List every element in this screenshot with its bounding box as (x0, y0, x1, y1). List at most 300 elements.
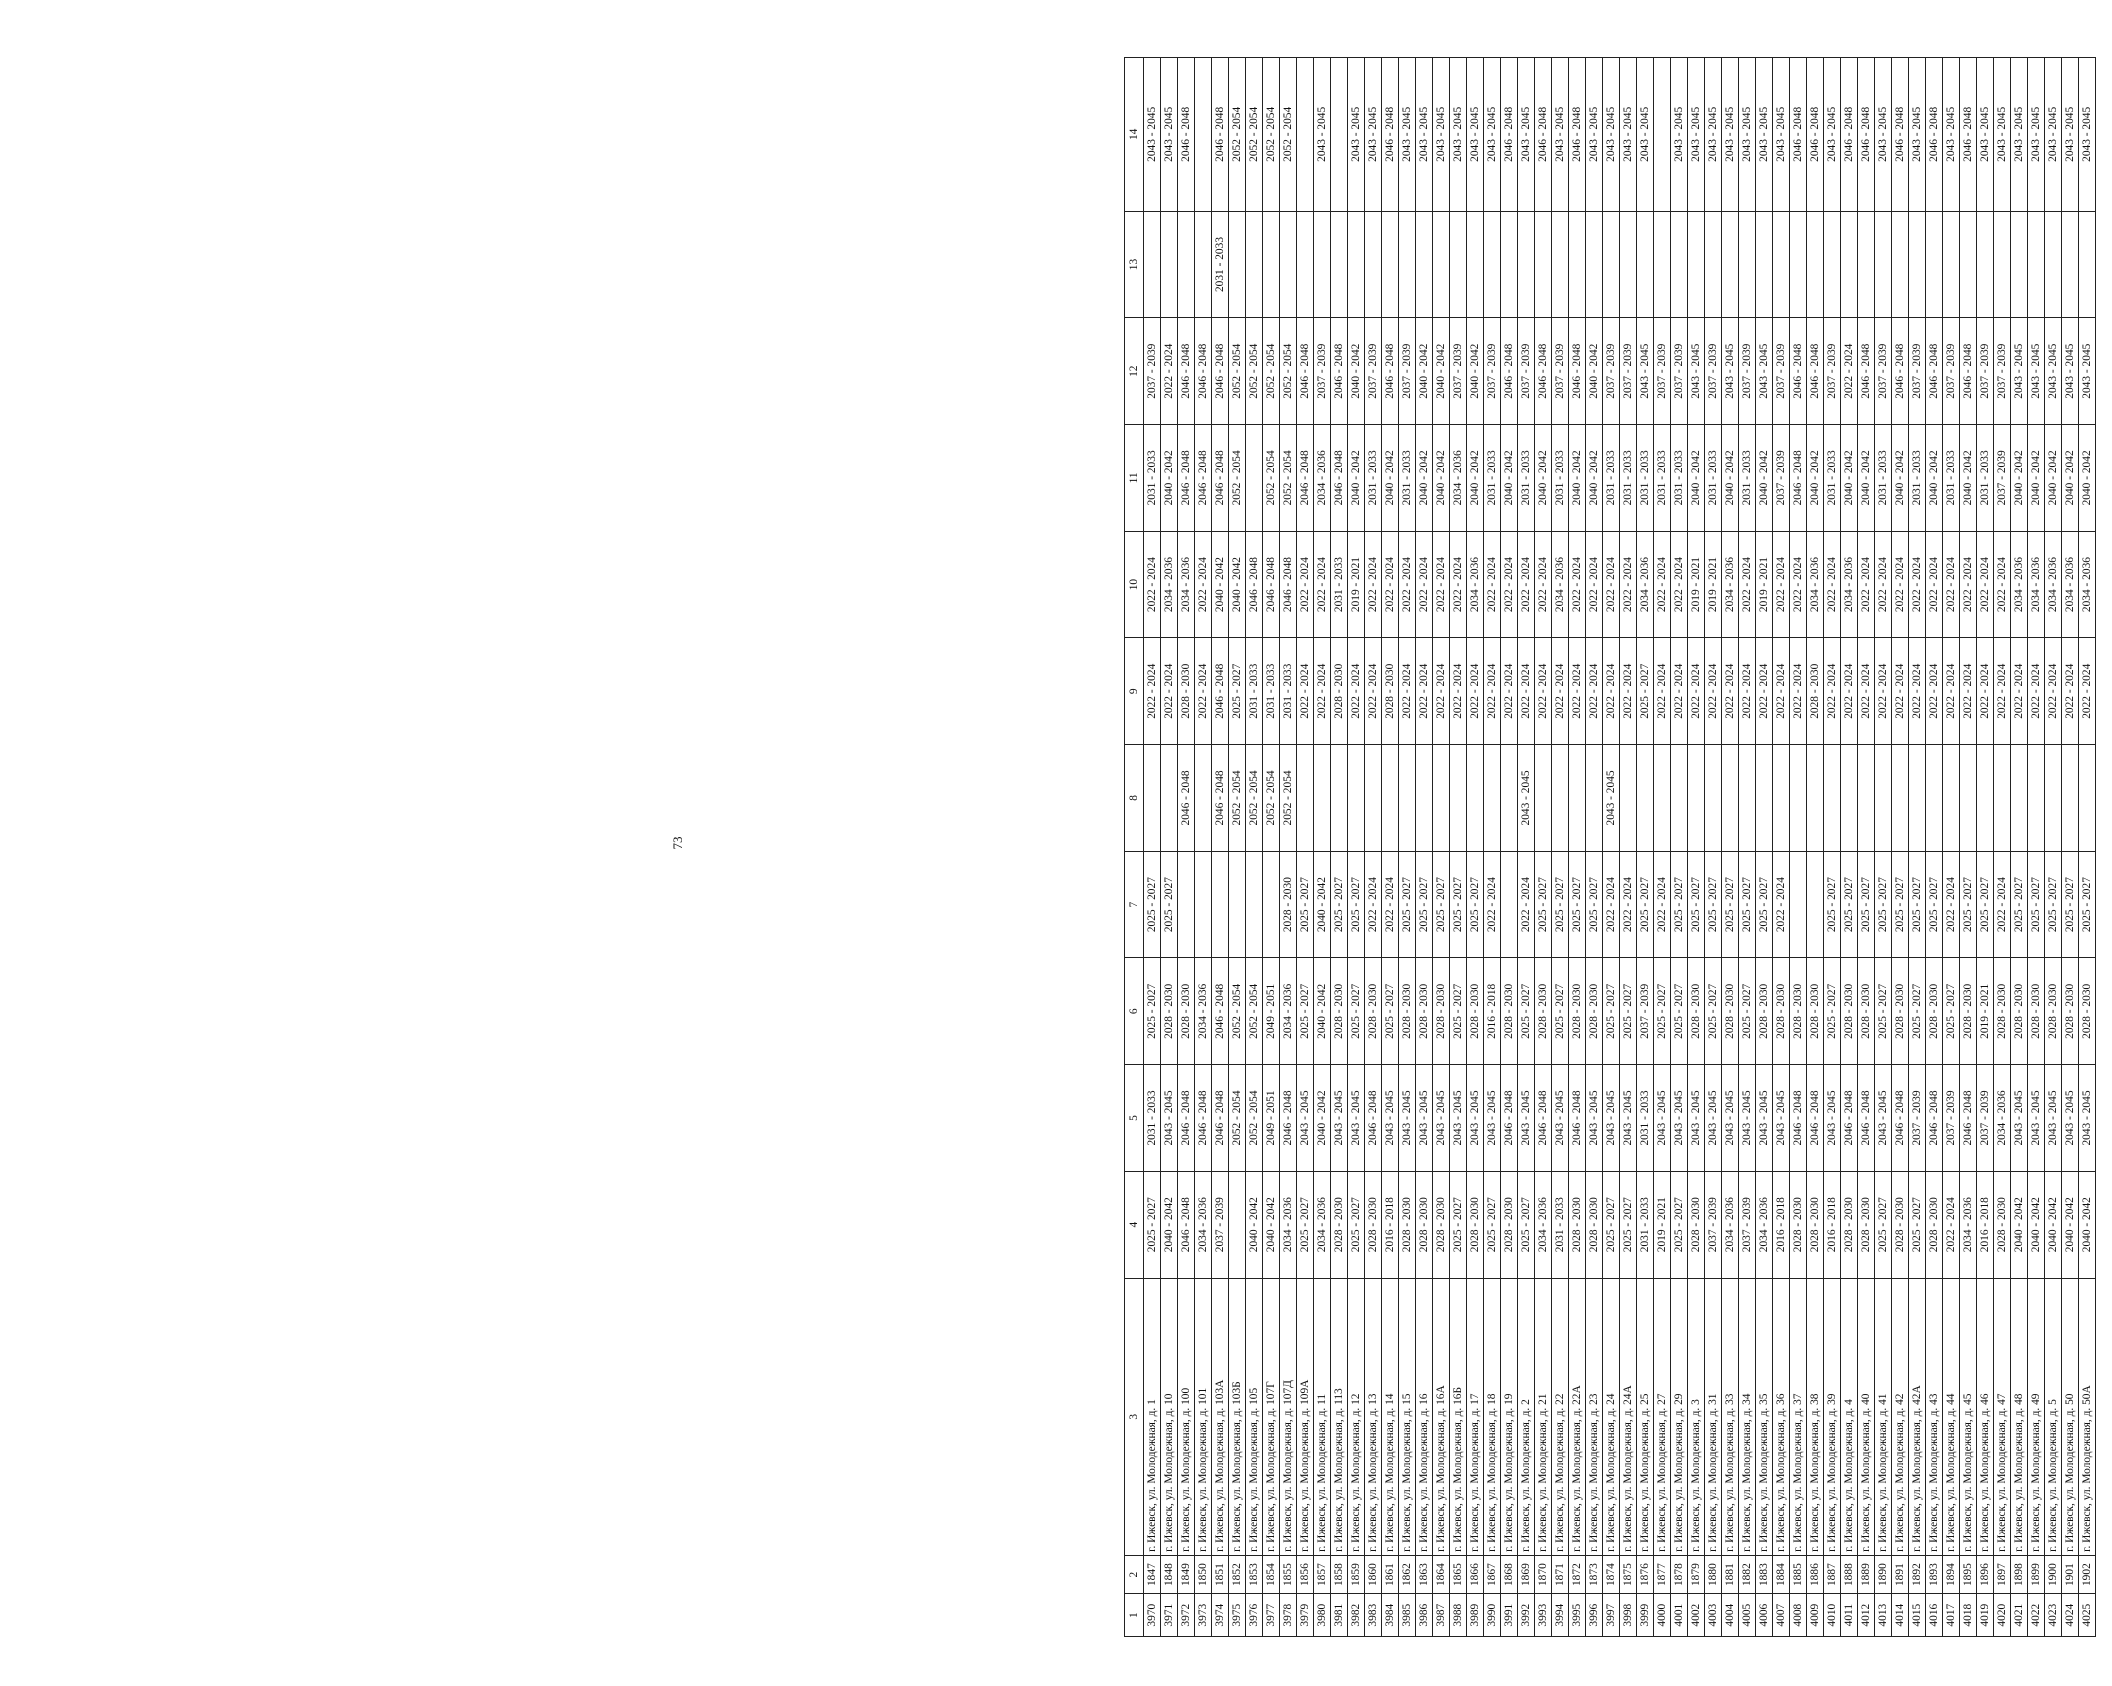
index-cell: 4018 (1960, 1594, 1977, 1637)
period-cell: 2043 - 2045 (1450, 1065, 1467, 1172)
index-cell: 1886 (1807, 1555, 1824, 1593)
period-cell: 2025 - 2027 (1297, 851, 1314, 958)
period-cell: 2025 - 2027 (1535, 851, 1552, 958)
period-cell: 2034 - 2036 (1994, 1065, 2011, 1172)
period-cell (1569, 745, 1586, 852)
period-cell: 2046 - 2048 (1212, 745, 1229, 852)
period-cell: 2025 - 2027 (1926, 851, 1943, 958)
period-cell: 2037 - 2039 (1994, 425, 2011, 532)
address-cell: г. Ижевск, ул. Молодежная, д. 15 (1399, 1278, 1416, 1555)
period-cell: 2022 - 2024 (1433, 638, 1450, 745)
period-cell: 2022 - 2024 (1926, 531, 1943, 638)
period-cell (1229, 1171, 1246, 1278)
period-cell: 2043 - 2045 (1688, 58, 1705, 212)
index-cell: 4016 (1926, 1594, 1943, 1637)
period-cell: 2052 - 2054 (1280, 58, 1297, 212)
period-cell: 2025 - 2027 (1858, 851, 1875, 958)
period-cell (2028, 211, 2045, 318)
period-cell (1943, 211, 1960, 318)
period-cell: 2046 - 2048 (1195, 318, 1212, 425)
index-cell: 1849 (1178, 1555, 1195, 1593)
period-cell: 2022 - 2024 (1365, 851, 1382, 958)
index-cell: 1881 (1722, 1555, 1739, 1593)
period-cell: 2037 - 2039 (1977, 1065, 1994, 1172)
period-cell: 2043 - 2045 (1297, 1065, 1314, 1172)
period-cell: 2043 - 2045 (1637, 58, 1654, 212)
column-header-8: 8 (1125, 745, 1144, 852)
period-cell: 2019 - 2021 (1756, 531, 1773, 638)
period-cell: 2025 - 2027 (1739, 958, 1756, 1065)
period-cell: 2022 - 2024 (1603, 531, 1620, 638)
table-row (2079, 58, 2096, 1637)
period-cell: 2034 - 2036 (1807, 531, 1824, 638)
period-cell: 2028 - 2030 (1382, 638, 1399, 745)
period-cell: 2028 - 2030 (1161, 958, 1178, 1065)
period-cell: 2046 - 2048 (1535, 318, 1552, 425)
address-cell: г. Ижевск, ул. Молодежная, д. 42А (1909, 1278, 1926, 1555)
period-cell: 2040 - 2042 (1807, 425, 1824, 532)
period-cell: 2043 - 2045 (1943, 58, 1960, 212)
period-cell: 2046 - 2048 (1926, 1065, 1943, 1172)
index-cell: 4002 (1688, 1594, 1705, 1637)
period-cell: 2043 - 2045 (1586, 58, 1603, 212)
table-row (1977, 58, 1994, 1637)
period-cell: 2034 - 2036 (1280, 958, 1297, 1065)
index-cell: 1890 (1875, 1555, 1892, 1593)
period-cell: 2028 - 2030 (2045, 958, 2062, 1065)
index-cell: 1894 (1943, 1555, 1960, 1593)
period-cell: 2025 - 2027 (1620, 958, 1637, 1065)
period-cell (2028, 745, 2045, 852)
index-cell: 4001 (1671, 1594, 1688, 1637)
table-row (1824, 58, 1841, 1637)
period-cell: 2043 - 2045 (1399, 58, 1416, 212)
period-cell: 2022 - 2024 (1994, 638, 2011, 745)
period-cell: 2052 - 2054 (1246, 745, 1263, 852)
period-cell: 2040 - 2042 (1433, 425, 1450, 532)
table-row (1433, 58, 1450, 1637)
period-cell: 2025 - 2027 (1552, 851, 1569, 958)
table-row (1552, 58, 1569, 1637)
address-cell: г. Ижевск, ул. Молодежная, д. 48 (2011, 1278, 2028, 1555)
period-cell: 2046 - 2048 (1212, 58, 1229, 212)
period-cell: 2019 - 2021 (1705, 531, 1722, 638)
period-cell: 2031 - 2033 (1637, 1065, 1654, 1172)
table-row (1841, 58, 1858, 1637)
period-cell (1399, 745, 1416, 852)
period-cell: 2040 - 2042 (2011, 1171, 2028, 1278)
period-cell: 2043 - 2045 (1348, 1065, 1365, 1172)
period-cell (1433, 745, 1450, 852)
period-cell: 2031 - 2033 (1977, 425, 1994, 532)
period-cell: 2025 - 2027 (1467, 851, 1484, 958)
period-cell: 2040 - 2042 (2079, 425, 2096, 532)
period-cell: 2028 - 2030 (1841, 958, 1858, 1065)
period-cell (1977, 211, 1994, 318)
period-cell: 2022 - 2024 (1586, 531, 1603, 638)
index-cell: 4023 (2045, 1594, 2062, 1637)
period-cell: 2034 - 2036 (2028, 531, 2045, 638)
period-cell: 2040 - 2042 (2045, 425, 2062, 532)
period-cell: 2022 - 2024 (2062, 638, 2079, 745)
index-cell: 3994 (1552, 1594, 1569, 1637)
period-cell: 2025 - 2027 (1518, 958, 1535, 1065)
index-cell: 1866 (1467, 1555, 1484, 1593)
period-cell: 2052 - 2054 (1246, 1065, 1263, 1172)
period-cell: 2043 - 2045 (1586, 1065, 1603, 1172)
period-cell: 2043 - 2045 (1722, 318, 1739, 425)
period-cell: 2022 - 2024 (1365, 638, 1382, 745)
period-cell: 2031 - 2033 (1552, 1171, 1569, 1278)
address-cell: г. Ижевск, ул. Молодежная, д. 19 (1501, 1278, 1518, 1555)
period-cell (1552, 211, 1569, 318)
table-row (1348, 58, 1365, 1637)
period-cell: 2022 - 2024 (1365, 531, 1382, 638)
period-cell: 2040 - 2042 (1314, 958, 1331, 1065)
index-cell: 1852 (1229, 1555, 1246, 1593)
period-cell: 2025 - 2027 (1603, 958, 1620, 1065)
address-cell: г. Ижевск, ул. Молодежная, д. 113 (1331, 1278, 1348, 1555)
column-header-4: 4 (1125, 1171, 1144, 1278)
period-cell: 2022 - 2024 (1569, 531, 1586, 638)
period-cell: 2028 - 2030 (1399, 1171, 1416, 1278)
period-cell: 2052 - 2054 (1246, 58, 1263, 212)
table-row (1722, 58, 1739, 1637)
period-cell: 2028 - 2030 (1280, 851, 1297, 958)
table-row (1501, 58, 1518, 1637)
column-header-5: 5 (1125, 1065, 1144, 1172)
period-cell: 2043 - 2045 (1705, 58, 1722, 212)
period-cell: 2037 - 2039 (1654, 318, 1671, 425)
index-cell: 1861 (1382, 1555, 1399, 1593)
period-cell: 2040 - 2042 (1841, 425, 1858, 532)
period-cell: 2040 - 2042 (2011, 425, 2028, 532)
period-cell (1841, 745, 1858, 852)
period-cell: 2028 - 2030 (1365, 1171, 1382, 1278)
period-cell: 2025 - 2027 (1297, 1171, 1314, 1278)
period-cell: 2052 - 2054 (1229, 58, 1246, 212)
period-cell: 2028 - 2030 (1892, 1171, 1909, 1278)
period-cell: 2037 - 2039 (1637, 958, 1654, 1065)
address-cell: г. Ижевск, ул. Молодежная, д. 17 (1467, 1278, 1484, 1555)
address-cell: г. Ижевск, ул. Молодежная, д. 39 (1824, 1278, 1841, 1555)
index-cell: 3983 (1365, 1594, 1382, 1637)
period-cell: 2022 - 2024 (1348, 638, 1365, 745)
period-cell: 2034 - 2036 (1960, 1171, 1977, 1278)
period-cell: 2052 - 2054 (1280, 425, 1297, 532)
period-cell: 2022 - 2024 (1535, 638, 1552, 745)
table-body (1144, 58, 2096, 1637)
period-cell: 2046 - 2048 (1858, 1065, 1875, 1172)
index-cell: 4003 (1705, 1594, 1722, 1637)
period-cell: 2043 - 2045 (1739, 58, 1756, 212)
period-cell: 2046 - 2048 (1178, 425, 1195, 532)
period-cell: 2043 - 2045 (1161, 58, 1178, 212)
period-cell: 2046 - 2048 (1569, 1065, 1586, 1172)
period-cell: 2046 - 2048 (1382, 318, 1399, 425)
index-cell: 3998 (1620, 1594, 1637, 1637)
period-cell: 2022 - 2024 (1195, 638, 1212, 745)
period-cell: 2022 - 2024 (1943, 531, 1960, 638)
period-cell: 2040 - 2042 (2062, 1171, 2079, 1278)
period-cell (1263, 211, 1280, 318)
period-cell: 2043 - 2045 (2028, 58, 2045, 212)
period-cell (1739, 211, 1756, 318)
period-cell (1144, 211, 1161, 318)
period-cell: 2025 - 2027 (1671, 958, 1688, 1065)
period-cell: 2025 - 2027 (2011, 851, 2028, 958)
index-cell: 4013 (1875, 1594, 1892, 1637)
period-cell: 2022 - 2024 (1943, 851, 1960, 958)
address-cell: г. Ижевск, ул. Молодежная, д. 38 (1807, 1278, 1824, 1555)
index-cell: 1850 (1195, 1555, 1212, 1593)
period-cell (1178, 211, 1195, 318)
period-cell: 2043 - 2045 (1450, 58, 1467, 212)
period-cell: 2031 - 2033 (1620, 425, 1637, 532)
period-cell: 2037 - 2039 (1909, 318, 1926, 425)
period-cell: 2037 - 2039 (1909, 1065, 1926, 1172)
period-cell: 2016 - 2018 (1824, 1171, 1841, 1278)
period-cell (1195, 58, 1212, 212)
period-cell (1620, 745, 1637, 852)
period-cell: 2046 - 2048 (1297, 425, 1314, 532)
period-cell (1212, 851, 1229, 958)
period-cell: 2031 - 2033 (1909, 425, 1926, 532)
table-row (1450, 58, 1467, 1637)
period-cell: 2022 - 2024 (1841, 318, 1858, 425)
period-cell (1807, 851, 1824, 958)
period-cell: 2040 - 2042 (1569, 425, 1586, 532)
index-cell: 1871 (1552, 1555, 1569, 1593)
period-cell: 2043 - 2045 (1994, 58, 2011, 212)
period-cell: 2046 - 2048 (1790, 58, 1807, 212)
period-cell: 2043 - 2045 (1603, 58, 1620, 212)
period-cell: 2028 - 2030 (1722, 958, 1739, 1065)
table-row (1467, 58, 1484, 1637)
period-cell (1824, 211, 1841, 318)
address-cell: г. Ижевск, ул. Молодежная, д. 29 (1671, 1278, 1688, 1555)
index-cell: 1847 (1144, 1555, 1161, 1593)
period-cell (1382, 745, 1399, 852)
period-cell: 2022 - 2024 (1314, 531, 1331, 638)
period-cell: 2025 - 2027 (1892, 851, 1909, 958)
table-row (1671, 58, 1688, 1637)
index-cell: 3997 (1603, 1594, 1620, 1637)
period-cell: 2031 - 2033 (1637, 1171, 1654, 1278)
index-cell: 1870 (1535, 1555, 1552, 1593)
period-cell: 2037 - 2039 (1977, 318, 1994, 425)
index-cell: 3971 (1161, 1594, 1178, 1637)
period-cell: 2025 - 2027 (1433, 851, 1450, 958)
period-cell (1365, 745, 1382, 852)
index-cell: 3995 (1569, 1594, 1586, 1637)
index-cell: 1885 (1790, 1555, 1807, 1593)
table-row (1314, 58, 1331, 1637)
period-cell: 2031 - 2033 (1739, 425, 1756, 532)
period-cell (1399, 211, 1416, 318)
period-cell: 2028 - 2030 (2062, 958, 2079, 1065)
period-cell: 2043 - 2045 (2062, 1065, 2079, 1172)
period-cell: 2040 - 2042 (1263, 1171, 1280, 1278)
period-cell: 2046 - 2048 (1195, 1065, 1212, 1172)
period-cell: 2022 - 2024 (1314, 638, 1331, 745)
period-cell: 2043 - 2045 (1365, 58, 1382, 212)
period-cell: 2022 - 2024 (1909, 638, 1926, 745)
period-cell: 2046 - 2048 (1892, 1065, 1909, 1172)
period-cell: 2022 - 2024 (1603, 851, 1620, 958)
period-cell: 2037 - 2039 (1518, 318, 1535, 425)
period-cell: 2025 - 2027 (1297, 958, 1314, 1065)
address-cell: г. Ижевск, ул. Молодежная, д. 22 (1552, 1278, 1569, 1555)
address-cell: г. Ижевск, ул. Молодежная, д. 13 (1365, 1278, 1382, 1555)
address-cell: г. Ижевск, ул. Молодежная, д. 109А (1297, 1278, 1314, 1555)
period-cell (1739, 745, 1756, 852)
period-cell: 2028 - 2030 (1586, 958, 1603, 1065)
period-cell: 2028 - 2030 (1790, 958, 1807, 1065)
period-cell (1773, 745, 1790, 852)
period-cell: 2043 - 2045 (1382, 1065, 1399, 1172)
index-cell: 3990 (1484, 1594, 1501, 1637)
period-cell: 2043 - 2045 (1331, 1065, 1348, 1172)
index-cell: 1878 (1671, 1555, 1688, 1593)
period-cell: 2052 - 2054 (1246, 318, 1263, 425)
period-cell: 2031 - 2033 (1518, 425, 1535, 532)
period-cell: 2022 - 2024 (2079, 638, 2096, 745)
period-cell (1875, 745, 1892, 852)
period-cell: 2037 - 2039 (1603, 318, 1620, 425)
table-row (1858, 58, 1875, 1637)
period-cell (2011, 745, 2028, 852)
period-cell: 2043 - 2045 (1620, 58, 1637, 212)
period-cell: 2025 - 2027 (1416, 851, 1433, 958)
period-cell: 2049 - 2051 (1263, 1065, 1280, 1172)
period-cell: 2043 - 2045 (1739, 1065, 1756, 1172)
table-row (1943, 58, 1960, 1637)
address-cell: г. Ижевск, ул. Молодежная, д. 16 (1416, 1278, 1433, 1555)
period-cell (1790, 745, 1807, 852)
period-cell (1586, 745, 1603, 852)
table-row (1807, 58, 1824, 1637)
address-cell: г. Ижевск, ул. Молодежная, д. 35 (1756, 1278, 1773, 1555)
period-cell: 2031 - 2033 (1705, 425, 1722, 532)
period-cell: 2025 - 2027 (1654, 958, 1671, 1065)
period-cell: 2031 - 2033 (1943, 425, 1960, 532)
table-row (1909, 58, 1926, 1637)
index-cell: 1884 (1773, 1555, 1790, 1593)
period-cell: 2046 - 2048 (1178, 318, 1195, 425)
table-row (1161, 58, 1178, 1637)
period-cell: 2031 - 2033 (1280, 638, 1297, 745)
period-cell: 2034 - 2036 (2045, 531, 2062, 638)
index-cell: 3991 (1501, 1594, 1518, 1637)
period-cell: 2022 - 2024 (1654, 531, 1671, 638)
period-cell (1161, 211, 1178, 318)
index-cell: 1902 (2079, 1555, 2096, 1593)
index-cell: 3996 (1586, 1594, 1603, 1637)
period-cell: 2043 - 2045 (1637, 318, 1654, 425)
period-cell (2062, 745, 2079, 852)
period-cell: 2043 - 2045 (1654, 1065, 1671, 1172)
period-cell (1280, 211, 1297, 318)
period-cell: 2022 - 2024 (1705, 638, 1722, 745)
period-cell: 2043 - 2045 (2045, 58, 2062, 212)
period-cell: 2019 - 2021 (1654, 1171, 1671, 1278)
period-cell: 2022 - 2024 (1518, 638, 1535, 745)
index-cell: 1896 (1977, 1555, 1994, 1593)
period-cell: 2043 - 2045 (1603, 745, 1620, 852)
index-cell: 3989 (1467, 1594, 1484, 1637)
index-cell: 4015 (1909, 1594, 1926, 1637)
table-row (1484, 58, 1501, 1637)
period-cell: 2022 - 2024 (1603, 638, 1620, 745)
address-cell: г. Ижевск, ул. Молодежная, д. 1 (1144, 1278, 1161, 1555)
period-cell: 2043 - 2045 (1416, 1065, 1433, 1172)
period-cell: 2043 - 2045 (1467, 1065, 1484, 1172)
period-cell (1229, 211, 1246, 318)
period-cell: 2025 - 2027 (1144, 851, 1161, 958)
index-cell: 1887 (1824, 1555, 1841, 1593)
period-cell: 2028 - 2030 (1807, 958, 1824, 1065)
address-cell: г. Ижевск, ул. Молодежная, д. 50А (2079, 1278, 2096, 1555)
period-cell: 2040 - 2042 (2028, 425, 2045, 532)
index-cell: 4006 (1756, 1594, 1773, 1637)
period-cell: 2043 - 2045 (1144, 58, 1161, 212)
period-cell: 2043 - 2045 (1620, 1065, 1637, 1172)
period-cell: 2022 - 2024 (1535, 531, 1552, 638)
period-cell: 2022 - 2024 (2011, 638, 2028, 745)
period-cell: 2037 - 2039 (1450, 318, 1467, 425)
address-cell: г. Ижевск, ул. Молодежная, д. 46 (1977, 1278, 1994, 1555)
index-cell: 3984 (1382, 1594, 1399, 1637)
period-cell: 2022 - 2024 (1518, 531, 1535, 638)
period-cell: 2022 - 2024 (1994, 531, 2011, 638)
period-cell: 2025 - 2027 (1569, 851, 1586, 958)
period-cell: 2022 - 2024 (1892, 638, 1909, 745)
period-cell: 2028 - 2030 (2079, 958, 2096, 1065)
period-cell: 2034 - 2036 (1280, 1171, 1297, 1278)
index-cell: 1895 (1960, 1555, 1977, 1593)
period-cell: 2022 - 2024 (1858, 638, 1875, 745)
period-cell: 2022 - 2024 (1739, 531, 1756, 638)
period-cell: 2034 - 2036 (1195, 1171, 1212, 1278)
period-cell: 2037 - 2039 (1552, 318, 1569, 425)
index-cell: 3987 (1433, 1594, 1450, 1637)
period-cell: 2046 - 2048 (1926, 318, 1943, 425)
period-cell: 2028 - 2030 (1994, 958, 2011, 1065)
period-cell (1246, 425, 1263, 532)
index-cell: 3988 (1450, 1594, 1467, 1637)
period-cell: 2028 - 2030 (1501, 1171, 1518, 1278)
period-cell: 2040 - 2042 (1535, 425, 1552, 532)
table-row (2062, 58, 2079, 1637)
period-cell: 2040 - 2042 (1722, 425, 1739, 532)
period-cell: 2031 - 2033 (1484, 425, 1501, 532)
period-cell: 2022 - 2024 (1790, 638, 1807, 745)
period-cell: 2043 - 2045 (1348, 58, 1365, 212)
address-cell: г. Ижевск, ул. Молодежная, д. 23 (1586, 1278, 1603, 1555)
period-cell: 2025 - 2027 (1620, 1171, 1637, 1278)
period-cell: 2046 - 2048 (1960, 58, 1977, 212)
period-cell (1535, 745, 1552, 852)
period-cell: 2022 - 2024 (1161, 318, 1178, 425)
period-cell: 2022 - 2024 (1977, 531, 1994, 638)
address-cell: г. Ижевск, ул. Молодежная, д. 105 (1246, 1278, 1263, 1555)
index-cell: 1856 (1297, 1555, 1314, 1593)
period-cell (1229, 851, 1246, 958)
period-cell (1501, 851, 1518, 958)
period-cell: 2034 - 2036 (1314, 425, 1331, 532)
period-cell: 2022 - 2024 (1501, 531, 1518, 638)
